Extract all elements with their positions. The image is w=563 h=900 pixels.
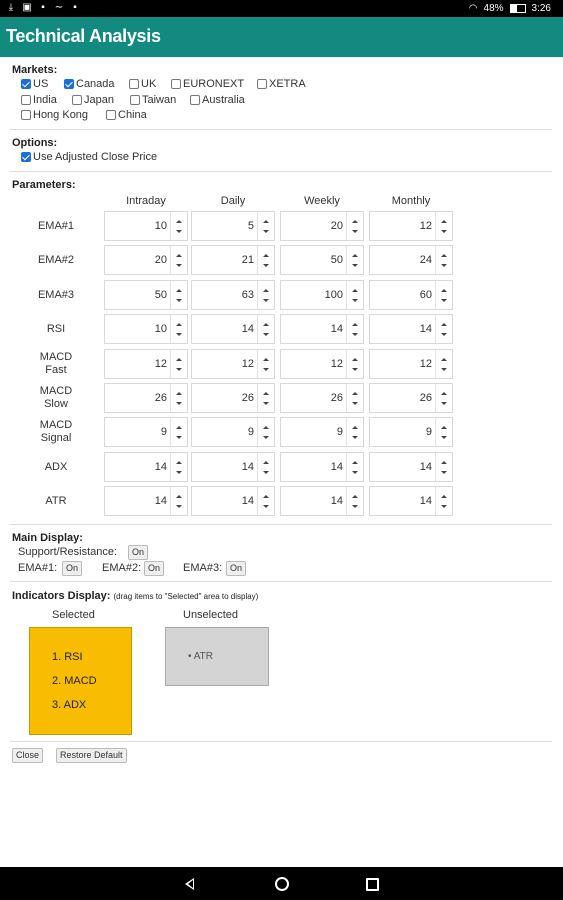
stepper-down-icon[interactable]	[352, 471, 358, 474]
stepper-up-icon[interactable]	[441, 323, 447, 326]
parameter-number-input[interactable]	[280, 245, 364, 275]
stepper-arrows[interactable]	[346, 212, 363, 240]
selected-indicator-item[interactable]: 2. MACD	[52, 675, 97, 687]
parameter-row-label: RSI	[46, 323, 66, 335]
stepper-down-icon[interactable]	[263, 333, 269, 336]
market-label: Taiwan	[142, 94, 177, 106]
stepper-up-icon[interactable]	[176, 461, 182, 464]
market-checkbox[interactable]	[21, 94, 57, 106]
parameter-number-input[interactable]	[104, 314, 188, 344]
market-label: Japan	[84, 94, 114, 106]
stepper-down-icon[interactable]	[352, 299, 358, 302]
options-title: Options:	[12, 137, 58, 149]
parameter-number-input[interactable]	[104, 452, 188, 482]
parameter-value: 20	[154, 254, 167, 266]
stepper-arrows[interactable]	[170, 487, 187, 515]
market-checkbox[interactable]	[190, 94, 245, 106]
stepper-arrows[interactable]	[435, 315, 452, 343]
stepper-down-icon[interactable]	[441, 436, 447, 439]
parameter-number-input[interactable]	[191, 245, 275, 275]
parameter-number-input[interactable]	[280, 383, 364, 413]
parameter-number-input[interactable]	[280, 417, 364, 447]
stepper-up-icon[interactable]	[352, 323, 358, 326]
parameter-value: 63	[241, 289, 254, 301]
stepper-up-icon[interactable]	[176, 358, 182, 361]
market-checkbox[interactable]	[72, 94, 114, 106]
stepper-down-icon[interactable]	[176, 333, 182, 336]
checkbox-box[interactable]	[130, 95, 140, 105]
stepper-down-icon[interactable]	[352, 368, 358, 371]
stepper-up-icon[interactable]	[441, 254, 447, 257]
parameter-number-input[interactable]	[369, 452, 453, 482]
markets-title: Markets:	[12, 64, 58, 76]
market-label: China	[118, 109, 147, 121]
parameter-value: 14	[419, 323, 432, 335]
stepper-up-icon[interactable]	[441, 220, 447, 223]
market-label: Hong Kong	[33, 109, 89, 121]
stepper-arrows[interactable]	[170, 246, 187, 274]
parameter-value: 26	[419, 392, 432, 404]
parameter-number-input[interactable]	[104, 245, 188, 275]
parameter-number-input[interactable]	[369, 314, 453, 344]
divider	[10, 524, 552, 525]
stepper-arrows[interactable]	[435, 418, 452, 446]
app-bar	[0, 17, 563, 57]
parameter-value: 26	[330, 392, 343, 404]
app-notification-icon: ▪	[41, 2, 45, 13]
checkbox-box[interactable]	[21, 79, 31, 89]
stepper-arrows[interactable]	[170, 350, 187, 378]
parameter-number-input[interactable]	[191, 280, 275, 310]
parameter-number-input[interactable]	[104, 486, 188, 516]
stepper-arrows[interactable]	[435, 384, 452, 412]
parameter-value: 9	[160, 426, 167, 438]
support-resistance-toggle[interactable]: On	[128, 545, 148, 560]
stepper-arrows[interactable]	[170, 281, 187, 309]
parameter-row-label: MACD Slow	[39, 385, 73, 410]
wave-icon: ∼	[54, 2, 64, 13]
ema1-toggle[interactable]: On	[62, 561, 82, 576]
parameter-value: 14	[330, 461, 343, 473]
stepper-up-icon[interactable]	[352, 289, 358, 292]
stepper-down-icon[interactable]	[176, 368, 182, 371]
checkbox-box[interactable]	[21, 152, 31, 162]
column-header: Weekly	[304, 195, 340, 207]
parameter-row-label: MACD Signal	[39, 419, 73, 444]
stepper-down-icon[interactable]	[441, 299, 447, 302]
unselected-header: Unselected	[183, 609, 239, 621]
navigation-bar	[0, 867, 563, 900]
stepper-arrows[interactable]	[346, 315, 363, 343]
parameter-number-input[interactable]	[369, 417, 453, 447]
checkbox-box[interactable]	[64, 79, 74, 89]
stepper-up-icon[interactable]	[352, 254, 358, 257]
stepper-up-icon[interactable]	[176, 323, 182, 326]
market-label: Australia	[202, 94, 245, 106]
stepper-up-icon[interactable]	[176, 289, 182, 292]
stepper-up-icon[interactable]	[263, 220, 269, 223]
parameter-number-input[interactable]	[280, 349, 364, 379]
stepper-down-icon[interactable]	[352, 264, 358, 267]
parameter-number-input[interactable]	[191, 417, 275, 447]
market-checkbox[interactable]	[129, 78, 156, 90]
stepper-arrows[interactable]	[170, 418, 187, 446]
parameter-number-input[interactable]	[369, 245, 453, 275]
stepper-down-icon[interactable]	[263, 471, 269, 474]
column-header: Intraday	[126, 195, 166, 207]
parameters-title: Parameters:	[12, 179, 76, 191]
stepper-down-icon[interactable]	[263, 436, 269, 439]
stepper-down-icon[interactable]	[176, 264, 182, 267]
stepper-down-icon[interactable]	[263, 368, 269, 371]
parameter-row-label: ADX	[44, 461, 68, 473]
market-label: India	[33, 94, 57, 106]
restore-default-button[interactable]: Restore Default	[56, 748, 127, 763]
market-checkbox[interactable]	[64, 78, 115, 90]
recent-apps-icon[interactable]	[366, 878, 379, 891]
stepper-up-icon[interactable]	[176, 254, 182, 257]
support-resistance-label: Support/Resistance:	[18, 546, 118, 558]
stepper-arrows[interactable]	[346, 487, 363, 515]
parameter-value: 14	[154, 495, 167, 507]
stepper-arrows[interactable]	[346, 453, 363, 481]
stepper-down-icon[interactable]	[441, 264, 447, 267]
stepper-arrows[interactable]	[435, 487, 452, 515]
market-label: XETRA	[269, 78, 306, 90]
stepper-up-icon[interactable]	[263, 289, 269, 292]
wifi-icon: ◠	[468, 3, 478, 14]
parameter-number-input[interactable]	[191, 452, 275, 482]
sim-icon: ▣	[22, 2, 32, 13]
parameter-number-input[interactable]	[369, 349, 453, 379]
unselected-drop-area[interactable]	[165, 627, 269, 686]
stepper-arrows[interactable]	[170, 212, 187, 240]
stepper-up-icon[interactable]	[441, 426, 447, 429]
close-button[interactable]: Close	[12, 748, 43, 763]
parameter-value: 60	[419, 289, 432, 301]
divider	[10, 129, 552, 130]
parameter-value: 14	[330, 495, 343, 507]
stepper-down-icon[interactable]	[441, 505, 447, 508]
market-checkbox[interactable]	[257, 78, 306, 90]
parameter-number-input[interactable]	[280, 486, 364, 516]
parameter-number-input[interactable]	[369, 486, 453, 516]
parameter-value: 9	[425, 426, 432, 438]
parameter-value: 14	[330, 323, 343, 335]
parameter-value: 24	[419, 254, 432, 266]
stepper-down-icon[interactable]	[263, 264, 269, 267]
market-checkbox[interactable]	[171, 78, 244, 90]
stepper-arrows[interactable]	[435, 350, 452, 378]
column-header: Daily	[220, 195, 246, 207]
stepper-arrows[interactable]	[257, 315, 274, 343]
indicators-display-hint: (drag items to "Selected" area to display)	[113, 592, 259, 601]
stepper-arrows[interactable]	[435, 453, 452, 481]
indicators-display-title	[12, 590, 258, 602]
stepper-up-icon[interactable]	[263, 323, 269, 326]
parameter-number-input[interactable]	[369, 280, 453, 310]
selected-drop-area[interactable]	[29, 627, 132, 735]
stepper-up-icon[interactable]	[176, 220, 182, 223]
parameter-number-input[interactable]	[104, 383, 188, 413]
stepper-arrows[interactable]	[257, 246, 274, 274]
parameter-value: 5	[247, 220, 254, 232]
parameter-number-input[interactable]	[280, 452, 364, 482]
parameter-value: 12	[419, 358, 432, 370]
parameter-row-label: EMA#3	[37, 289, 75, 301]
stepper-up-icon[interactable]	[176, 392, 182, 395]
selected-header: Selected	[52, 609, 95, 621]
parameter-value: 12	[419, 220, 432, 232]
stepper-down-icon[interactable]	[176, 402, 182, 405]
system-status	[469, 3, 551, 14]
stepper-down-icon[interactable]	[176, 471, 182, 474]
stepper-down-icon[interactable]	[176, 299, 182, 302]
stepper-down-icon[interactable]	[263, 402, 269, 405]
checkbox-box[interactable]	[21, 110, 31, 120]
parameter-value: 14	[154, 461, 167, 473]
stepper-arrows[interactable]	[257, 350, 274, 378]
parameter-value: 9	[247, 426, 254, 438]
checkbox-box[interactable]	[171, 79, 181, 89]
ema1-label: EMA#1:	[18, 562, 58, 574]
divider	[10, 741, 552, 742]
parameter-number-input[interactable]	[280, 211, 364, 241]
download-icon: ⤓	[8, 2, 14, 13]
checkbox-box[interactable]	[21, 95, 31, 105]
stepper-arrows[interactable]	[346, 281, 363, 309]
stepper-down-icon[interactable]	[352, 333, 358, 336]
market-label: Canada	[76, 78, 115, 90]
stepper-up-icon[interactable]	[352, 358, 358, 361]
use-adjusted-close-label: Use Adjusted Close Price	[33, 151, 158, 163]
parameter-row-label: MACD Fast	[39, 351, 73, 376]
stepper-up-icon[interactable]	[352, 495, 358, 498]
parameter-number-input[interactable]	[369, 383, 453, 413]
market-checkbox[interactable]	[130, 94, 176, 106]
stepper-up-icon[interactable]	[263, 358, 269, 361]
parameter-number-input[interactable]	[191, 314, 275, 344]
stepper-down-icon[interactable]	[176, 505, 182, 508]
parameter-value: 21	[241, 254, 254, 266]
main-display-title: Main Display:	[12, 532, 83, 544]
parameter-value: 9	[336, 426, 343, 438]
ema2-label: EMA#2:	[102, 562, 142, 574]
column-header: Monthly	[391, 195, 431, 207]
stepper-down-icon[interactable]	[352, 505, 358, 508]
notification-icons	[6, 2, 80, 13]
parameter-number-input[interactable]	[280, 314, 364, 344]
parameter-value: 12	[241, 358, 254, 370]
parameter-number-input[interactable]	[191, 349, 275, 379]
stepper-arrows[interactable]	[435, 246, 452, 274]
checkbox-box[interactable]	[129, 79, 139, 89]
stepper-down-icon[interactable]	[263, 230, 269, 233]
stepper-up-icon[interactable]	[441, 392, 447, 395]
market-checkbox[interactable]	[21, 109, 88, 121]
parameter-row-label: ATR	[45, 495, 67, 507]
stepper-down-icon[interactable]	[263, 299, 269, 302]
parameter-number-input[interactable]	[104, 349, 188, 379]
checkbox-box[interactable]	[190, 95, 200, 105]
stepper-arrows[interactable]	[257, 487, 274, 515]
parameter-value: 14	[241, 461, 254, 473]
checkbox-box[interactable]	[257, 79, 267, 89]
clock: 3:26	[531, 3, 551, 14]
stepper-up-icon[interactable]	[441, 461, 447, 464]
parameter-value: 50	[330, 254, 343, 266]
parameter-value: 10	[154, 220, 167, 232]
parameter-number-input[interactable]	[191, 211, 275, 241]
parameter-value: 14	[241, 495, 254, 507]
market-checkbox[interactable]	[106, 109, 147, 121]
indicators-display-title-text: Indicators Display:	[12, 590, 111, 602]
divider	[10, 171, 552, 172]
stepper-up-icon[interactable]	[263, 392, 269, 395]
parameter-value: 50	[154, 289, 167, 301]
divider	[10, 581, 552, 582]
market-label: US	[33, 78, 49, 90]
stepper-arrows[interactable]	[435, 212, 452, 240]
stepper-up-icon[interactable]	[441, 495, 447, 498]
stepper-arrows[interactable]	[170, 453, 187, 481]
parameter-value: 26	[154, 392, 167, 404]
parameter-value: 14	[419, 495, 432, 507]
stepper-down-icon[interactable]	[441, 230, 447, 233]
parameter-number-input[interactable]	[280, 280, 364, 310]
parameter-value: 26	[241, 392, 254, 404]
stepper-down-icon[interactable]	[441, 471, 447, 474]
stepper-arrows[interactable]	[170, 384, 187, 412]
parameter-value: 100	[324, 289, 343, 301]
parameter-row-label: EMA#2	[37, 254, 75, 266]
ema3-label: EMA#3:	[183, 562, 223, 574]
parameter-value: 14	[419, 461, 432, 473]
parameter-number-input[interactable]	[369, 211, 453, 241]
checkbox-box[interactable]	[72, 95, 82, 105]
stepper-arrows[interactable]	[346, 384, 363, 412]
parameter-value: 20	[330, 220, 343, 232]
parameter-number-input[interactable]	[104, 211, 188, 241]
market-checkbox[interactable]	[21, 78, 48, 90]
status-bar	[0, 0, 563, 17]
stepper-down-icon[interactable]	[441, 402, 447, 405]
parameter-value: 12	[330, 358, 343, 370]
stepper-up-icon[interactable]	[441, 289, 447, 292]
stepper-up-icon[interactable]	[176, 495, 182, 498]
stepper-arrows[interactable]	[257, 384, 274, 412]
parameter-number-input[interactable]	[104, 280, 188, 310]
stepper-down-icon[interactable]	[352, 230, 358, 233]
stepper-arrows[interactable]	[435, 281, 452, 309]
ema3-toggle[interactable]: On	[226, 561, 246, 576]
market-label: EURONEXT	[183, 78, 245, 90]
stepper-up-icon[interactable]	[441, 358, 447, 361]
stepper-down-icon[interactable]	[441, 333, 447, 336]
stepper-up-icon[interactable]	[352, 220, 358, 223]
parameter-value: 14	[241, 323, 254, 335]
page-title: Technical Analysis	[6, 26, 161, 46]
stepper-down-icon[interactable]	[176, 436, 182, 439]
battery-percent: 48%	[483, 3, 504, 14]
stepper-arrows[interactable]	[346, 418, 363, 446]
battery-icon	[510, 4, 526, 13]
stepper-arrows[interactable]	[257, 418, 274, 446]
stepper-arrows[interactable]	[346, 350, 363, 378]
use-adjusted-close-checkbox[interactable]	[21, 151, 157, 163]
market-label: UK	[141, 78, 157, 90]
unselected-indicator-item[interactable]: • ATR	[188, 651, 213, 662]
selected-indicator-item[interactable]: 3. ADX	[52, 699, 87, 711]
stepper-up-icon[interactable]	[176, 426, 182, 429]
stepper-down-icon[interactable]	[263, 505, 269, 508]
stepper-up-icon[interactable]	[352, 461, 358, 464]
stepper-arrows[interactable]	[346, 246, 363, 274]
stepper-up-icon[interactable]	[263, 461, 269, 464]
parameter-number-input[interactable]	[191, 383, 275, 413]
stepper-arrows[interactable]	[257, 281, 274, 309]
stepper-arrows[interactable]	[170, 315, 187, 343]
home-icon[interactable]	[275, 877, 289, 891]
stepper-arrows[interactable]	[257, 453, 274, 481]
stepper-down-icon[interactable]	[441, 368, 447, 371]
back-icon[interactable]	[185, 878, 194, 890]
parameter-row-label: EMA#1	[37, 220, 75, 232]
stepper-up-icon[interactable]	[263, 495, 269, 498]
parameter-number-input[interactable]	[191, 486, 275, 516]
parameter-number-input[interactable]	[104, 417, 188, 447]
stepper-arrows[interactable]	[257, 212, 274, 240]
stepper-down-icon[interactable]	[176, 230, 182, 233]
parameter-value: 12	[154, 358, 167, 370]
stepper-up-icon[interactable]	[352, 392, 358, 395]
stepper-up-icon[interactable]	[263, 254, 269, 257]
stepper-up-icon[interactable]	[352, 426, 358, 429]
stepper-up-icon[interactable]	[263, 426, 269, 429]
parameter-value: 10	[154, 323, 167, 335]
stepper-down-icon[interactable]	[352, 436, 358, 439]
stepper-down-icon[interactable]	[352, 402, 358, 405]
checkbox-box[interactable]	[106, 110, 116, 120]
ema2-toggle[interactable]: On	[144, 561, 164, 576]
selected-indicator-item[interactable]: 1. RSI	[52, 651, 83, 663]
app-notification-icon-2: ▪	[73, 2, 77, 13]
